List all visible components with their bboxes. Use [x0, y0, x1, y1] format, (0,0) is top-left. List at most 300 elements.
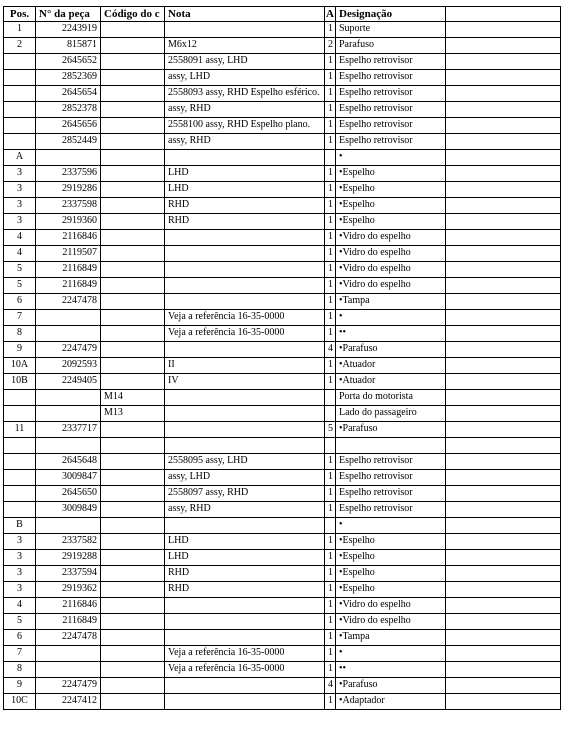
cell-part-number: 2645654 [36, 86, 101, 102]
cell-quantity: 4 [325, 678, 336, 694]
cell-designation: •Parafuso [336, 678, 446, 694]
cell-quantity: 1 [325, 166, 336, 182]
cell-designation: •Vidro do espelho [336, 598, 446, 614]
cell-pos: 3 [4, 182, 36, 198]
table-row [4, 598, 561, 614]
cell-designation: •Vidro do espelho [336, 262, 446, 278]
cell-code [101, 134, 165, 150]
cell-pos: B [4, 518, 36, 534]
cell-extra [446, 70, 561, 86]
cell-quantity: 1 [325, 614, 336, 630]
cell-pos [4, 502, 36, 518]
cell-part-number: 2247478 [36, 630, 101, 646]
cell-part-number: 2852449 [36, 134, 101, 150]
cell-part-number [36, 518, 101, 534]
cell-designation: •Parafuso [336, 342, 446, 358]
cell-extra [446, 262, 561, 278]
cell-designation: •• [336, 662, 446, 678]
cell-code [101, 310, 165, 326]
table-row [4, 470, 561, 486]
table-row [4, 310, 561, 326]
cell-code [101, 198, 165, 214]
table-row [4, 550, 561, 566]
cell-part-number [36, 406, 101, 422]
cell-designation: Espelho retrovisor [336, 118, 446, 134]
cell-note: Veja a referência 16-35-0000 [165, 646, 325, 662]
cell-extra [446, 550, 561, 566]
cell-part-number [36, 310, 101, 326]
table-row [4, 38, 561, 54]
cell-pos: 1 [4, 22, 36, 38]
cell-part-number: 2645656 [36, 118, 101, 134]
cell-quantity: 1 [325, 598, 336, 614]
cell-extra [446, 86, 561, 102]
cell-code [101, 598, 165, 614]
cell-designation: •Espelho [336, 534, 446, 550]
cell-designation: Espelho retrovisor [336, 470, 446, 486]
cell-pos: 8 [4, 326, 36, 342]
table-row [4, 262, 561, 278]
cell-extra [446, 630, 561, 646]
cell-note: RHD [165, 566, 325, 582]
table-row [4, 438, 561, 454]
cell-pos: 10B [4, 374, 36, 390]
cell-code [101, 694, 165, 710]
cell-extra [446, 662, 561, 678]
cell-designation: • [336, 150, 446, 166]
cell-part-number: 2919362 [36, 582, 101, 598]
cell-quantity [325, 518, 336, 534]
cell-pos: 7 [4, 310, 36, 326]
cell-extra [446, 566, 561, 582]
cell-designation: •Espelho [336, 566, 446, 582]
cell-part-number: 2919288 [36, 550, 101, 566]
cell-pos: 3 [4, 582, 36, 598]
table-row [4, 102, 561, 118]
cell-part-number: 2247412 [36, 694, 101, 710]
cell-quantity: 1 [325, 294, 336, 310]
cell-designation: •Espelho [336, 582, 446, 598]
cell-code [101, 70, 165, 86]
cell-extra [446, 134, 561, 150]
cell-pos: 2 [4, 38, 36, 54]
cell-designation: •Atuador [336, 358, 446, 374]
cell-pos: 3 [4, 566, 36, 582]
cell-note: LHD [165, 166, 325, 182]
cell-code [101, 86, 165, 102]
cell-quantity: 1 [325, 310, 336, 326]
cell-code [101, 374, 165, 390]
cell-designation: •Vidro do espelho [336, 246, 446, 262]
cell-part-number: 815871 [36, 38, 101, 54]
table-header-row [4, 7, 561, 22]
cell-quantity: 1 [325, 694, 336, 710]
cell-quantity: 1 [325, 486, 336, 502]
cell-part-number [36, 326, 101, 342]
cell-pos: 3 [4, 198, 36, 214]
cell-extra [446, 486, 561, 502]
table-row [4, 502, 561, 518]
cell-pos [4, 486, 36, 502]
cell-note [165, 278, 325, 294]
cell-pos: 8 [4, 662, 36, 678]
cell-quantity: 1 [325, 470, 336, 486]
cell-designation: • [336, 646, 446, 662]
cell-quantity: 1 [325, 86, 336, 102]
cell-extra [446, 150, 561, 166]
cell-note: RHD [165, 582, 325, 598]
cell-quantity: 1 [325, 662, 336, 678]
cell-quantity [325, 390, 336, 406]
cell-quantity: 1 [325, 182, 336, 198]
cell-note: RHD [165, 214, 325, 230]
cell-code [101, 182, 165, 198]
cell-code [101, 534, 165, 550]
table-row [4, 486, 561, 502]
cell-extra [446, 342, 561, 358]
cell-code [101, 502, 165, 518]
cell-code [101, 102, 165, 118]
cell-note [165, 598, 325, 614]
cell-note [165, 150, 325, 166]
table-row [4, 518, 561, 534]
cell-code [101, 470, 165, 486]
cell-part-number: 2852378 [36, 102, 101, 118]
cell-quantity: 1 [325, 198, 336, 214]
cell-extra [446, 166, 561, 182]
cell-pos: 4 [4, 246, 36, 262]
cell-note: assy, LHD [165, 470, 325, 486]
cell-extra [446, 246, 561, 262]
table-row [4, 134, 561, 150]
cell-code [101, 438, 165, 454]
cell-designation: •Adaptador [336, 694, 446, 710]
cell-code [101, 518, 165, 534]
cell-quantity: 1 [325, 550, 336, 566]
table-row [4, 662, 561, 678]
cell-pos [4, 470, 36, 486]
cell-pos: 3 [4, 550, 36, 566]
table-row [4, 246, 561, 262]
header-extra [446, 7, 561, 22]
cell-note [165, 230, 325, 246]
cell-extra [446, 102, 561, 118]
cell-designation: •Espelho [336, 550, 446, 566]
cell-designation: •Tampa [336, 630, 446, 646]
cell-part-number: 2337582 [36, 534, 101, 550]
cell-designation: •Atuador [336, 374, 446, 390]
cell-note: assy, RHD [165, 102, 325, 118]
cell-pos: 5 [4, 262, 36, 278]
cell-code [101, 22, 165, 38]
cell-extra [446, 454, 561, 470]
cell-designation: •Vidro do espelho [336, 278, 446, 294]
cell-designation: Parafuso [336, 38, 446, 54]
cell-pos [4, 390, 36, 406]
cell-part-number: 3009847 [36, 470, 101, 486]
cell-part-number: 2852369 [36, 70, 101, 86]
cell-part-number: 2337598 [36, 198, 101, 214]
cell-note: assy, RHD [165, 502, 325, 518]
header-quantity: A [326, 8, 334, 20]
cell-part-number: 3009849 [36, 502, 101, 518]
cell-pos [4, 134, 36, 150]
cell-quantity: 1 [325, 102, 336, 118]
cell-quantity: 1 [325, 278, 336, 294]
cell-quantity: 1 [325, 358, 336, 374]
cell-extra [446, 598, 561, 614]
table-row [4, 646, 561, 662]
cell-extra [446, 406, 561, 422]
header-code: Código do c [101, 7, 165, 22]
table-row [4, 70, 561, 86]
table-row [4, 22, 561, 38]
cell-code [101, 246, 165, 262]
cell-note [165, 422, 325, 438]
cell-designation: Suporte [336, 22, 446, 38]
cell-note [165, 630, 325, 646]
cell-note: assy, LHD [165, 70, 325, 86]
cell-designation: Espelho retrovisor [336, 86, 446, 102]
cell-part-number: 2116846 [36, 230, 101, 246]
cell-note: 2558097 assy, RHD [165, 486, 325, 502]
cell-note [165, 438, 325, 454]
parts-table [3, 6, 561, 710]
header-part-number: N° da peça [36, 7, 101, 22]
cell-pos: 9 [4, 678, 36, 694]
cell-note: Veja a referência 16-35-0000 [165, 326, 325, 342]
cell-note [165, 262, 325, 278]
cell-pos: 6 [4, 294, 36, 310]
cell-code [101, 486, 165, 502]
cell-part-number [36, 662, 101, 678]
cell-quantity: 1 [325, 118, 336, 134]
table-row [4, 678, 561, 694]
table-row [4, 278, 561, 294]
cell-extra [446, 502, 561, 518]
cell-extra [446, 214, 561, 230]
header-designation: Designação [336, 7, 446, 22]
cell-designation: Espelho retrovisor [336, 54, 446, 70]
cell-extra [446, 198, 561, 214]
cell-designation: • [336, 310, 446, 326]
cell-quantity: 1 [325, 646, 336, 662]
cell-extra [446, 534, 561, 550]
cell-note [165, 390, 325, 406]
cell-designation: •Parafuso [336, 422, 446, 438]
cell-code [101, 342, 165, 358]
cell-code [101, 614, 165, 630]
cell-code [101, 662, 165, 678]
cell-extra [446, 22, 561, 38]
table-row [4, 342, 561, 358]
cell-quantity [325, 406, 336, 422]
cell-note: Veja a referência 16-35-0000 [165, 662, 325, 678]
cell-note: LHD [165, 534, 325, 550]
cell-extra [446, 614, 561, 630]
cell-note: II [165, 358, 325, 374]
cell-part-number [36, 646, 101, 662]
cell-code [101, 294, 165, 310]
cell-extra [446, 230, 561, 246]
table-row [4, 566, 561, 582]
cell-extra [446, 294, 561, 310]
cell-note [165, 406, 325, 422]
cell-extra [446, 694, 561, 710]
cell-pos [4, 406, 36, 422]
cell-extra [446, 54, 561, 70]
cell-pos: 6 [4, 630, 36, 646]
cell-designation: Porta do motorista [336, 390, 446, 406]
cell-part-number: 2337596 [36, 166, 101, 182]
cell-note: assy, RHD [165, 134, 325, 150]
table-row [4, 614, 561, 630]
cell-code [101, 166, 165, 182]
cell-quantity: 1 [325, 582, 336, 598]
cell-part-number: 2119507 [36, 246, 101, 262]
cell-note [165, 294, 325, 310]
cell-part-number: 2337594 [36, 566, 101, 582]
cell-note [165, 694, 325, 710]
cell-part-number: 2249405 [36, 374, 101, 390]
cell-designation: •Espelho [336, 182, 446, 198]
cell-designation: Espelho retrovisor [336, 454, 446, 470]
cell-note: 2558095 assy, LHD [165, 454, 325, 470]
cell-pos [4, 54, 36, 70]
cell-pos: 3 [4, 166, 36, 182]
cell-code [101, 422, 165, 438]
cell-note: Veja a referência 16-35-0000 [165, 310, 325, 326]
cell-note: RHD [165, 198, 325, 214]
cell-designation: Espelho retrovisor [336, 134, 446, 150]
table-row [4, 54, 561, 70]
table-row [4, 150, 561, 166]
table-row [4, 118, 561, 134]
cell-pos [4, 118, 36, 134]
cell-quantity: 1 [325, 54, 336, 70]
header-pos: Pos. [4, 7, 36, 22]
cell-note: LHD [165, 182, 325, 198]
cell-extra [446, 326, 561, 342]
cell-code [101, 150, 165, 166]
cell-designation: •Vidro do espelho [336, 230, 446, 246]
cell-pos: 3 [4, 534, 36, 550]
table-row [4, 390, 561, 406]
cell-quantity [325, 150, 336, 166]
cell-extra [446, 278, 561, 294]
table-row [4, 214, 561, 230]
table-row [4, 374, 561, 390]
cell-code [101, 454, 165, 470]
table-row [4, 422, 561, 438]
cell-part-number: 2092593 [36, 358, 101, 374]
cell-note: M6x12 [165, 38, 325, 54]
cell-code [101, 566, 165, 582]
cell-note [165, 614, 325, 630]
cell-part-number: 2243919 [36, 22, 101, 38]
cell-quantity: 1 [325, 134, 336, 150]
cell-extra [446, 422, 561, 438]
cell-quantity: 4 [325, 342, 336, 358]
cell-part-number [36, 438, 101, 454]
cell-designation: Espelho retrovisor [336, 502, 446, 518]
cell-code [101, 38, 165, 54]
cell-extra [446, 582, 561, 598]
cell-designation: •Espelho [336, 214, 446, 230]
cell-pos [4, 102, 36, 118]
table-row [4, 630, 561, 646]
cell-pos: 10A [4, 358, 36, 374]
cell-designation: •Espelho [336, 166, 446, 182]
cell-pos [4, 70, 36, 86]
cell-part-number: 2645648 [36, 454, 101, 470]
cell-part-number: 2116849 [36, 614, 101, 630]
cell-code [101, 118, 165, 134]
cell-code [101, 630, 165, 646]
cell-designation: •Tampa [336, 294, 446, 310]
table-body [4, 22, 561, 710]
cell-code [101, 326, 165, 342]
header-note: Nota [165, 7, 325, 22]
cell-part-number: 2116849 [36, 278, 101, 294]
table-row [4, 86, 561, 102]
cell-quantity: 1 [325, 70, 336, 86]
table-row [4, 230, 561, 246]
cell-code [101, 262, 165, 278]
cell-code [101, 214, 165, 230]
cell-part-number: 2919360 [36, 214, 101, 230]
cell-quantity: 1 [325, 566, 336, 582]
cell-part-number: 2919286 [36, 182, 101, 198]
cell-pos [4, 86, 36, 102]
cell-pos: 5 [4, 278, 36, 294]
cell-pos [4, 438, 36, 454]
table-row [4, 358, 561, 374]
cell-note: LHD [165, 550, 325, 566]
cell-part-number [36, 390, 101, 406]
cell-part-number: 2337717 [36, 422, 101, 438]
cell-extra [446, 374, 561, 390]
cell-quantity: 2 [325, 38, 336, 54]
cell-quantity: 1 [325, 534, 336, 550]
cell-extra [446, 118, 561, 134]
cell-part-number: 2247479 [36, 678, 101, 694]
cell-quantity: 1 [325, 230, 336, 246]
cell-pos: 4 [4, 598, 36, 614]
cell-note [165, 518, 325, 534]
cell-part-number: 2645652 [36, 54, 101, 70]
cell-note: 2558093 assy, RHD Espelho esférico. [165, 86, 325, 102]
cell-extra [446, 470, 561, 486]
cell-extra [446, 678, 561, 694]
cell-designation: •Vidro do espelho [336, 614, 446, 630]
cell-designation: • [336, 518, 446, 534]
cell-code [101, 358, 165, 374]
cell-quantity: 5 [325, 422, 336, 438]
table-row [4, 182, 561, 198]
cell-extra [446, 390, 561, 406]
table-row [4, 694, 561, 710]
cell-pos: 5 [4, 614, 36, 630]
cell-code: M14 [101, 390, 165, 406]
cell-extra [446, 182, 561, 198]
cell-part-number: 2247479 [36, 342, 101, 358]
table-row [4, 406, 561, 422]
cell-designation: •• [336, 326, 446, 342]
cell-pos: 7 [4, 646, 36, 662]
cell-extra [446, 518, 561, 534]
cell-quantity: 1 [325, 630, 336, 646]
